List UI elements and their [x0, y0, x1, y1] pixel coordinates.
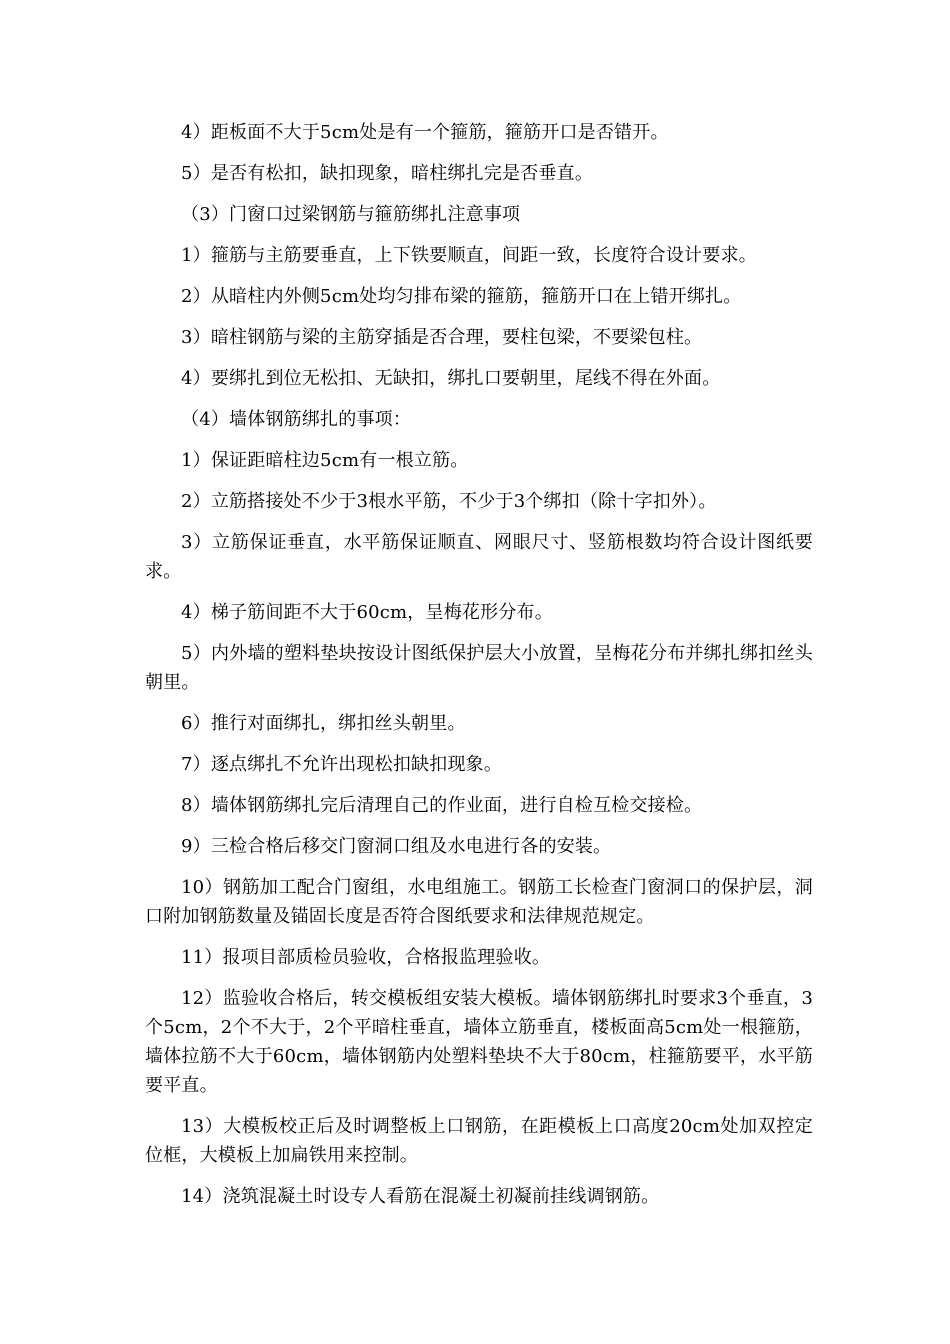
- paragraph-13: 5）内外墙的塑料垫块按设计图纸保护层大小放置，呈梅花分布并绑扎绑扣丝头朝里。: [145, 643, 813, 693]
- paragraph-1: 4）距板面不大于5cm处是有一个箍筋，箍筋开口是否错开。: [181, 122, 669, 143]
- paragraph-12: 4）梯子筋间距不大于60cm，呈梅花形分布。: [181, 602, 553, 623]
- paragraph-22: 14）浇筑混凝土时设专人看筋在混凝土初凝前挂线调钢筋。: [181, 1186, 660, 1207]
- paragraph-2: 5）是否有松扣，缺扣现象，暗柱绑扎完是否垂直。: [181, 163, 594, 184]
- paragraph-4: 1）箍筋与主筋要垂直，上下铁要顺直，间距一致，长度符合设计要求。: [181, 245, 757, 266]
- paragraph-5: 2）从暗柱内外侧5cm处均匀排布梁的箍筋，箍筋开口在上错开绑扎。: [181, 286, 742, 307]
- paragraph-10: 2）立筋搭接处不少于3根水平筋，不少于3个绑扣（除十字扣外）。: [181, 491, 717, 512]
- section-heading-4: （4）墙体钢筋绑扎的事项：: [181, 409, 412, 430]
- paragraph-17: 9）三检合格后移交门窗洞口组及水电进行各的安装。: [181, 836, 612, 857]
- paragraph-14: 6）推行对面绑扎，绑扣丝头朝里。: [181, 713, 466, 734]
- paragraph-9: 1）保证距暗柱边5cm有一根立筋。: [181, 450, 469, 471]
- paragraph-6: 3）暗柱钢筋与梁的主筋穿插是否合理，要柱包梁，不要梁包柱。: [181, 327, 703, 348]
- paragraph-7: 4）要绑扎到位无松扣、无缺扣，绑扎口要朝里，尾线不得在外面。: [181, 368, 721, 389]
- paragraph-20: 12）监验收合格后，转交模板组安装大模板。墙体钢筋绑扎时要求3个垂直，3个5cm，2个不大于，2个平暗柱垂直，墙体立筋垂直，楼板面高5cm处一根箍筋，墙体拉筋不大于60cm，墙体钢筋内处塑料垫块不大于80cm，柱箍筋要平，水平筋要平直。: [145, 988, 813, 1096]
- paragraph-21: 13）大模板校正后及时调整板上口钢筋，在距模板上口高度20cm处加双控定位框，大模板上加扁铁用来控制。: [145, 1116, 813, 1166]
- document-body: [145, 118, 813, 1211]
- paragraph-18: 10）钢筋加工配合门窗组，水电组施工。钢筋工长检查门窗洞口的保护层，洞口附加钢筋数量及锚固长度是否符合图纸要求和法律规范规定。: [145, 877, 813, 927]
- section-heading-3: （3）门窗口过梁钢筋与箍筋绑扎注意事项: [181, 204, 521, 225]
- paragraph-19: 11）报项目部质检员验收，合格报监理验收。: [181, 947, 551, 968]
- paragraph-15: 7）逐点绑扎不允许出现松扣缺扣现象。: [181, 754, 503, 775]
- paragraph-16: 8）墙体钢筋绑扎完后清理自己的作业面，进行自检互检交接检。: [181, 795, 703, 816]
- paragraph-11: 3）立筋保证垂直，水平筋保证顺直、网眼尺寸、竖筋根数均符合设计图纸要求。: [145, 532, 813, 582]
